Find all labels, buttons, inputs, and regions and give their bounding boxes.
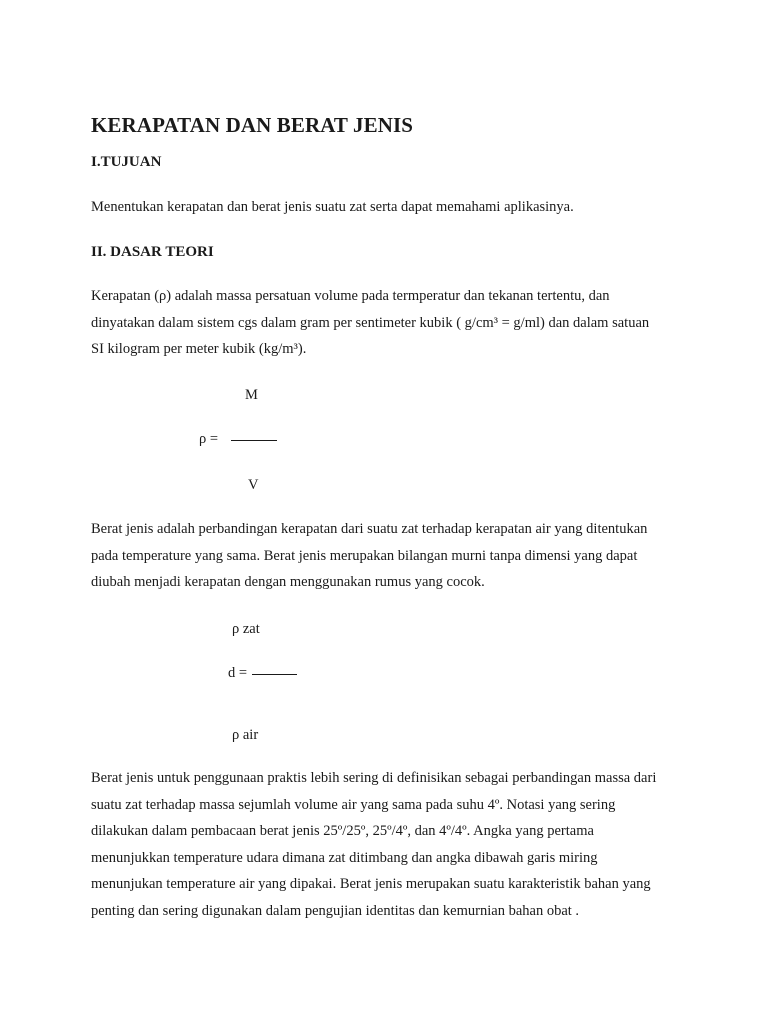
formula1-denominator: V <box>248 477 259 493</box>
paragraph-line: Berat jenis adalah perbandingan kerapatan dari suatu zat terhadap kerapatan air yang ditentukan <box>91 521 648 537</box>
paragraph-kerapatan <box>91 283 691 363</box>
formula2-lhs: d = <box>228 665 248 681</box>
formula1-lhs: ρ = <box>199 431 219 447</box>
document-title: KERAPATAN DAN BERAT JENIS <box>91 113 414 137</box>
formula2-denominator: ρ air <box>232 727 259 743</box>
paragraph-line: dilakukan dalam pembacaan berat jenis 25º/25º, 25º/4º, dan 4º/4º. Angka yang pertama <box>91 823 594 839</box>
paragraph-line: SI kilogram per meter kubik (kg/m³). <box>91 341 307 357</box>
paragraph-line: penting dan sering digunakan dalam pengujian identitas dan kemurnian bahan obat . <box>91 902 580 919</box>
paragraph-line: diubah menjadi kerapatan dengan menggunakan rumus yang cocok. <box>91 574 485 590</box>
paragraph-berat-jenis-praktis <box>91 765 691 924</box>
formula1-numerator: M <box>245 387 258 403</box>
paragraph-line: suatu zat terhadap massa sejumlah volume air yang sama pada suhu 4º. Notasi yang sering <box>91 796 616 813</box>
section-heading-dasar-teori: II. DASAR TEORI <box>91 244 214 260</box>
paragraph-line: pada temperature yang sama. Berat jenis merupakan bilangan murni tanpa dimensi yang dapat <box>91 547 638 564</box>
formula1-fraction-bar <box>231 440 277 441</box>
formula2-fraction-bar <box>252 674 297 675</box>
section-heading-tujuan: I.TUJUAN <box>91 154 162 170</box>
paragraph-berat-jenis <box>91 516 691 596</box>
paragraph-line: menunjukan temperature air yang dipakai. Berat jenis merupakan suatu karakteristik bahan yang <box>91 876 651 892</box>
tujuan-text: Menentukan kerapatan dan berat jenis suatu zat serta dapat memahami aplikasinya. <box>91 199 574 215</box>
paragraph-line: dinyatakan dalam sistem cgs dalam gram per sentimeter kubik ( g/cm³ = g/ml) dan dalam satuan <box>91 314 650 331</box>
paragraph-line: Kerapatan (ρ) adalah massa persatuan volume pada termperatur dan tekanan tertentu, dan <box>91 288 610 304</box>
paragraph-line: menunjukkan temperature udara dimana zat ditimbang dan angka dibawah garis miring <box>91 849 598 866</box>
paragraph-line: Berat jenis untuk penggunaan praktis lebih sering di definisikan sebagai perbandingan massa dari <box>91 770 657 786</box>
formula2-numerator: ρ zat <box>232 621 260 637</box>
